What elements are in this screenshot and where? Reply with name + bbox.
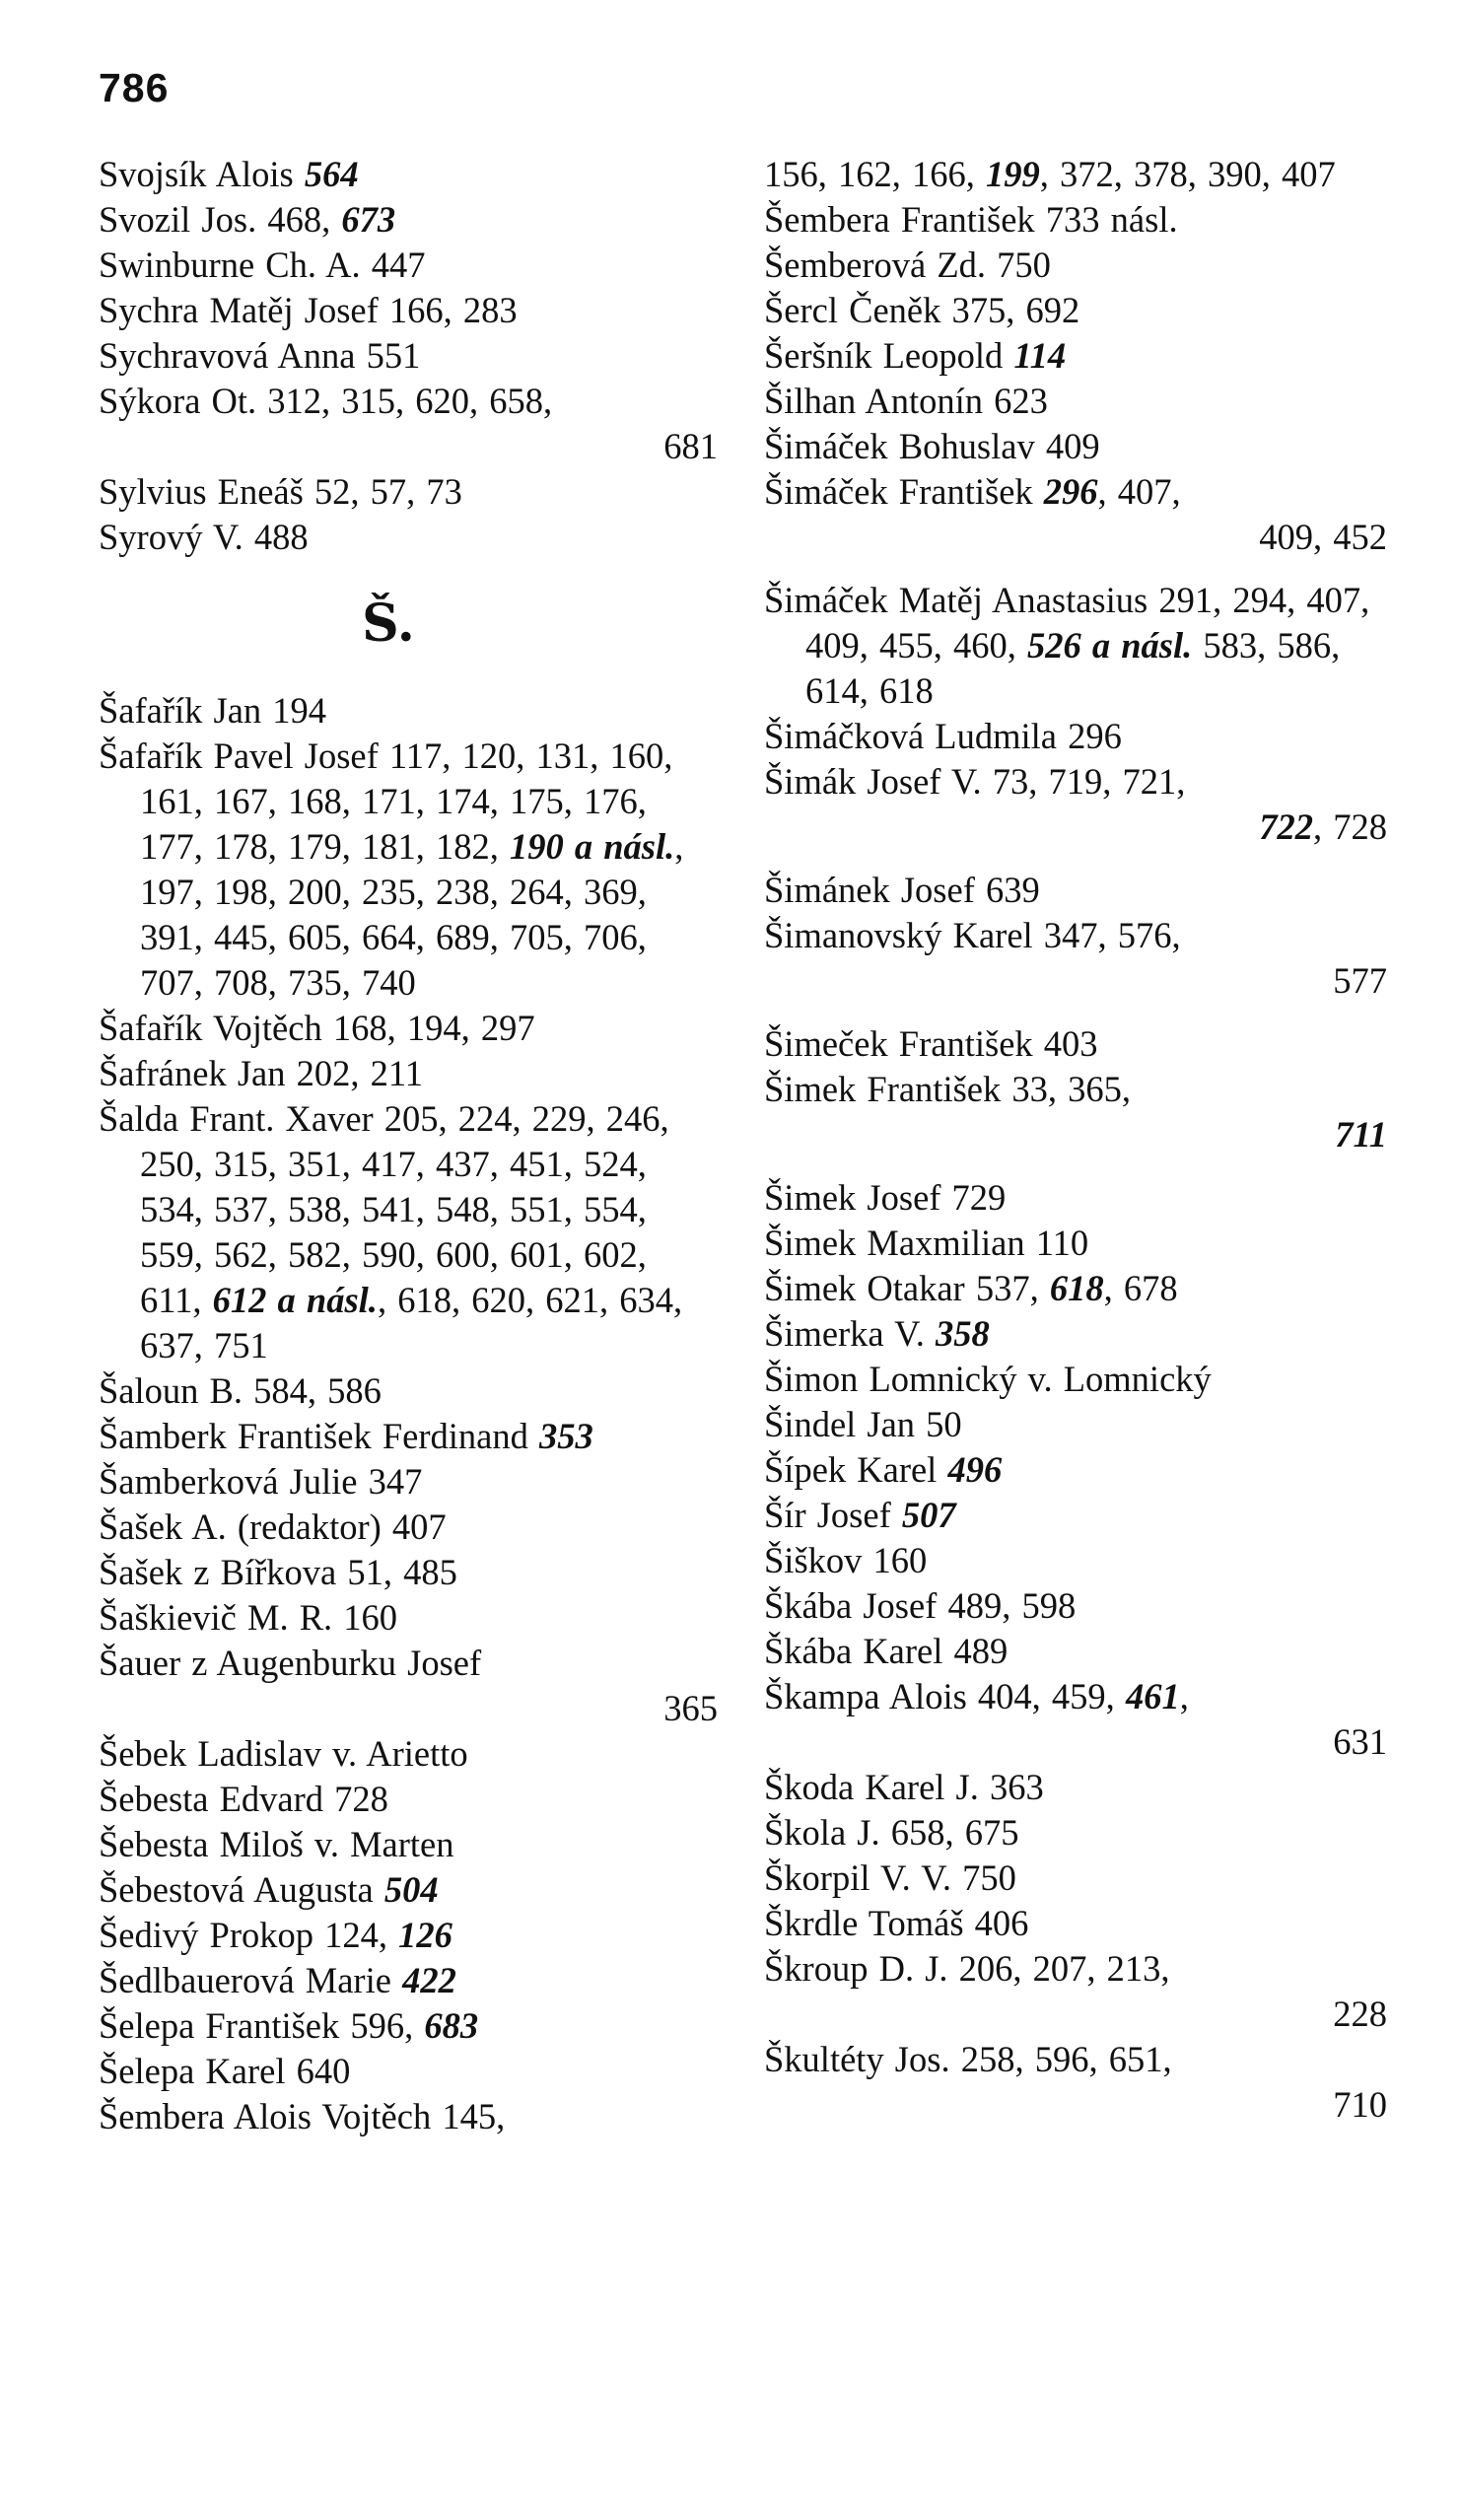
index-entry: Šedivý Prokop 124, 126 — [99, 1915, 452, 1955]
index-entry: Šimáček František 296, 407, 409, 452 — [764, 471, 1387, 557]
index-column-left — [99, 152, 718, 2139]
index-entry: Šercl Čeněk 375, 692 — [764, 290, 1080, 330]
index-entry: Šedlbauerová Marie 422 — [99, 1960, 456, 2000]
index-entry: Škola J. 658, 675 — [764, 1812, 1019, 1853]
index-entry: Šimánek Josef 639 — [764, 870, 1040, 910]
index-entry: Šelepa Karel 640 — [99, 2051, 351, 2091]
index-entry: Škrdle Tomáš 406 — [764, 1903, 1029, 1943]
index-entry: Šauer z Augenburku Josef 365 — [99, 1643, 718, 1728]
index-entry: Šebesta Edvard 728 — [99, 1779, 388, 1819]
index-entry: Sylvius Eneáš 52, 57, 73 — [99, 471, 462, 512]
index-entry: Šafařík Pavel Josef 117, 120, 131, 160, 161, 167, 168, 171, 174, 175, 176, 177, 178, 179, 181, 182, 190 a násl., 197, 198, 200, 235, 238, 264, 369, 391, 445, 605, 664, 689, 705, 706, 707, 708, 735, 740 — [99, 735, 684, 1003]
index-entry: Škába Josef 489, 598 — [764, 1585, 1077, 1626]
index-entry: Šafařík Vojtěch 168, 194, 297 — [99, 1008, 535, 1048]
index-entry: Svojsík Alois 564 — [99, 154, 359, 194]
index-entry: Škába Karel 489 — [764, 1631, 1009, 1671]
index-entry: Šimek Josef 729 — [764, 1177, 1007, 1218]
index-entry: Škorpil V. V. 750 — [764, 1857, 1016, 1898]
index-entry: Šimek Otakar 537, 618, 678 — [764, 1268, 1178, 1308]
index-entry: Sychravová Anna 551 — [99, 335, 421, 376]
index-entry: Šafránek Jan 202, 211 — [99, 1053, 424, 1093]
index-entry: Šimanovský Karel 347, 576, 577 — [764, 915, 1387, 1001]
index-entry: Šamberk František Ferdinand 353 — [99, 1416, 593, 1456]
index-entry: Šemberová Zd. 750 — [764, 245, 1051, 285]
index-entry: Svozil Jos. 468, 673 — [99, 199, 396, 240]
index-entry: Šembera František 733 násl. — [764, 199, 1178, 240]
index-entry: Šebesta Miloš v. Marten — [99, 1824, 454, 1864]
index-entry: 156, 162, 166, 199, 372, 378, 390, 407 — [764, 154, 1336, 194]
index-entry: Šimon Lomnický v. Lomnický — [764, 1359, 1212, 1399]
index-entry: Šelepa František 596, 683 — [99, 2005, 479, 2046]
index-entry: Sychra Matěj Josef 166, 283 — [99, 290, 518, 330]
index-entry: Šaloun B. 584, 586 — [99, 1370, 382, 1411]
index-entry: Škultéty Jos. 258, 596, 651, 710 — [764, 2039, 1387, 2125]
index-entry: Šebek Ladislav v. Arietto — [99, 1733, 468, 1774]
index-entry: Šilhan Antonín 623 — [764, 381, 1048, 421]
index-entry: Šafařík Jan 194 — [99, 690, 327, 731]
index-entry: Šašek z Bířkova 51, 485 — [99, 1552, 457, 1592]
index-entry: Šembera Alois Vojtěch 145, — [99, 2096, 506, 2136]
index-entry: Syrový V. 488 — [99, 517, 309, 557]
index-entry: Škoda Karel J. 363 — [764, 1767, 1044, 1807]
index-entry: Šalda Frant. Xaver 205, 224, 229, 246, 250, 315, 351, 417, 437, 451, 524, 534, 537, 538, 541, 548, 551, 554, 559, 562, 582, 590, 600, 601, 602, 611, 612 a násl., 618, 620, 621, 634, 637, 751 — [99, 1098, 683, 1365]
index-entry: Škroup D. J. 206, 207, 213, 228 — [764, 1948, 1387, 2034]
index-entry: Šimeček František 403 — [764, 1023, 1098, 1064]
index-entry: Šindel Jan 50 — [764, 1404, 962, 1444]
index-entry: Šamberková Julie 347 — [99, 1461, 423, 1502]
index-entry: Škampa Alois 404, 459, 461, 631 — [764, 1676, 1387, 1762]
section-heading: Š. — [362, 594, 415, 654]
index-entry: Šimáček Bohuslav 409 — [764, 426, 1100, 466]
index-column-right — [764, 152, 1387, 2128]
index-entry: Šimák Josef V. 73, 719, 721, 722, 728 — [764, 761, 1387, 847]
index-entry: Šír Josef 507 — [764, 1495, 956, 1535]
index-entry: Šimerka V. 358 — [764, 1313, 990, 1354]
index-entry: Šimek František 33, 365, 711 — [764, 1069, 1387, 1155]
index-entry: Šimek Maxmilian 110 — [764, 1223, 1089, 1263]
page-number: 786 — [99, 65, 170, 110]
index-entry: Šimáček Matěj Anastasius 291, 294, 407, 409, 455, 460, 526 a násl. 583, 586, 614, 618 — [764, 580, 1370, 711]
index-entry: Šaškievič M. R. 160 — [99, 1597, 398, 1638]
index-entry: Šeršník Leopold 114 — [764, 335, 1067, 376]
index-entry: Šípek Karel 496 — [764, 1449, 1003, 1490]
index-entry: Šiškov 160 — [764, 1540, 928, 1580]
index-entry: Šašek A. (redaktor) 407 — [99, 1506, 447, 1547]
index-entry: Swinburne Ch. A. 447 — [99, 245, 426, 285]
index-entry: Šimáčková Ludmila 296 — [764, 716, 1122, 756]
index-entry: Šebestová Augusta 504 — [99, 1869, 439, 1910]
index-entry: Sýkora Ot. 312, 315, 620, 658, 681 — [99, 381, 718, 466]
